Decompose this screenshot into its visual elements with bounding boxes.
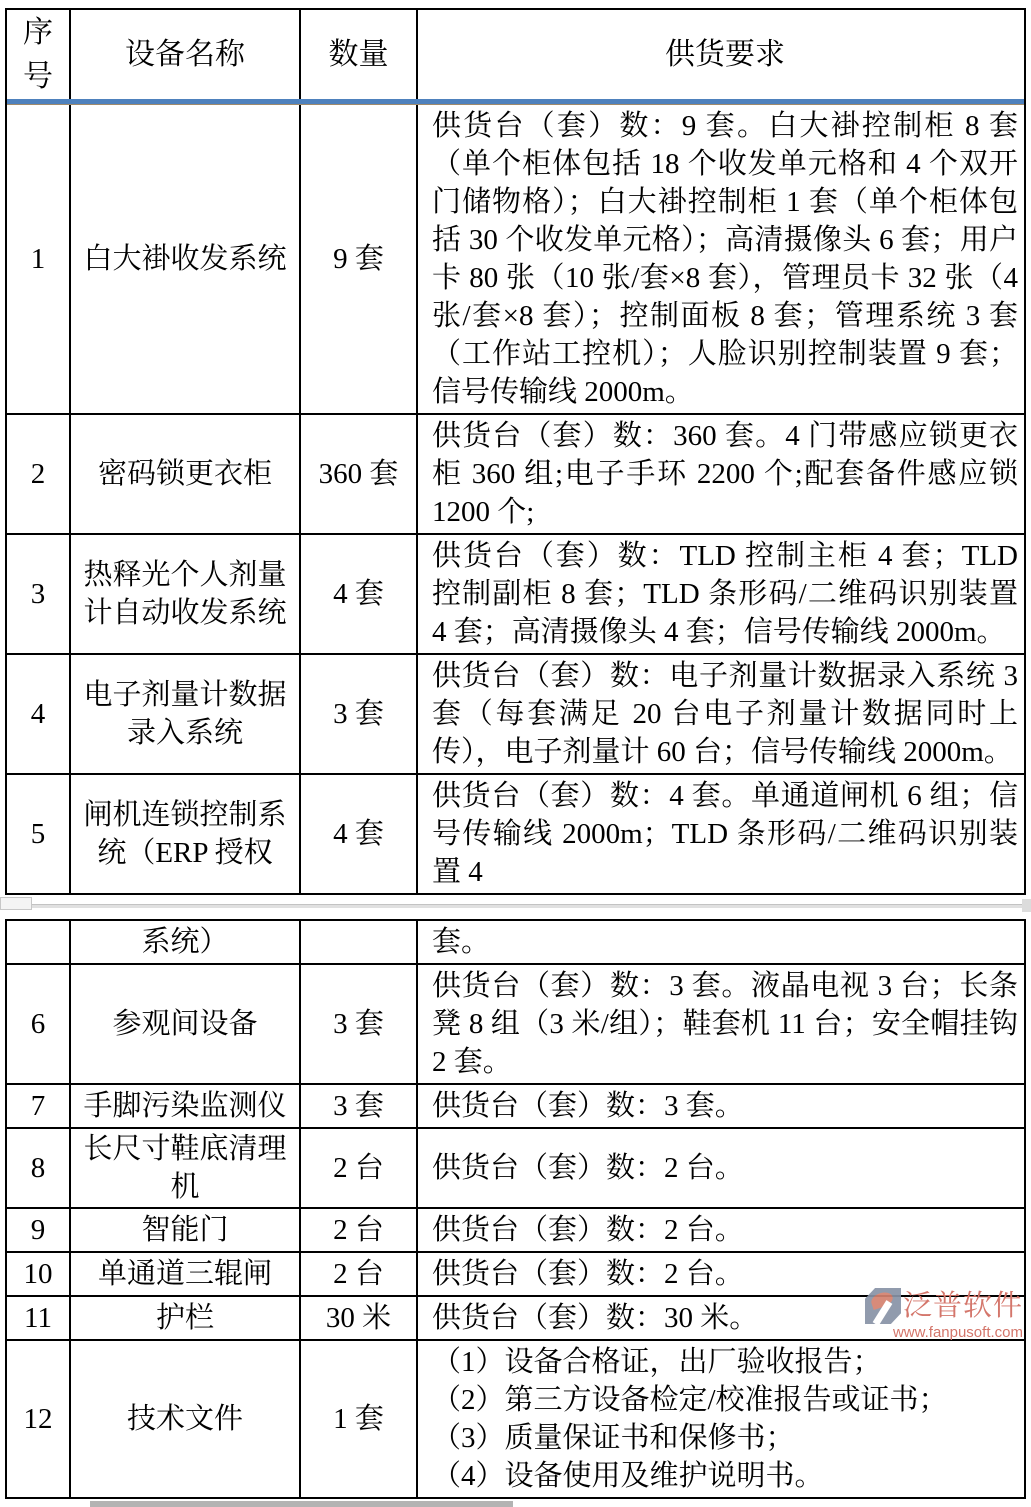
supply-requirement-text: 供货台（套）数：9 套。白大褂控制柜 8 套（单个柜体包括 18 个收发单元格和 4 个双开门储物格）；白大褂控制柜 1 套（单个柜体包括 30 个收发单元格）；高清摄像头 6 套；用户卡 80 张（10 张/套×8 套），管理员卡 32 张（4 张/套×8 套）；控制面板 8 套；管理系统 3 套（工作站工控机）；人脸识别控制装置 9 套；信号传输线 2000m。	[432, 110, 1018, 408]
table-row	[7, 1083, 1024, 1127]
table-row	[7, 653, 1024, 773]
page-break-gap	[0, 895, 1031, 919]
supply-requirement	[418, 775, 1024, 893]
quantity: 1 套	[301, 1341, 418, 1497]
page-margin-marker-left	[0, 897, 32, 910]
header-no	[7, 10, 71, 99]
table-row-continuation	[7, 921, 1024, 963]
row-number: 7	[7, 1085, 71, 1127]
table-row	[7, 1251, 1024, 1295]
table-row	[7, 1127, 1024, 1207]
row-number: 3	[7, 535, 71, 653]
row-number: 8	[7, 1129, 71, 1207]
watermark-brand: 泛普软件	[902, 1290, 1023, 1322]
equipment-name: 智能门	[71, 1209, 301, 1251]
quantity: 2 台	[301, 1129, 418, 1207]
supply-requirement-text: 供货台（套）数：TLD 控制主柜 4 套；TLD 控制副柜 8 套；TLD 条形码/二维码识别装置 4 套；高清摄像头 4 套；信号传输线 2000m。	[432, 540, 1018, 648]
requirement-line-1: （1）设备合格证，出厂验收报告；	[432, 1346, 882, 1378]
quantity: 9 套	[301, 105, 418, 413]
row-number: 9	[7, 1209, 71, 1251]
fanpu-logo-icon	[865, 1288, 901, 1324]
supply-requirement-text: 供货台（套）数：3 套。液晶电视 3 台；长条凳 8 组（3 米/组）；鞋套机 11 台；安全帽挂钩 2 套。	[432, 970, 1018, 1078]
supply-requirement	[418, 921, 1024, 963]
supply-requirement	[418, 1085, 1024, 1127]
supply-requirement-text: 供货台（套）数：2 台。	[432, 1214, 744, 1246]
table-header-row	[7, 10, 1024, 99]
quantity: 2 台	[301, 1253, 418, 1295]
quantity: 4 套	[301, 535, 418, 653]
supply-requirement-text: 供货台（套）数：360 套。4 门带感应锁更衣柜 360 组;电子手环 2200 个;配套备件感应锁 1200 个;	[432, 420, 1018, 528]
supply-requirement	[418, 105, 1024, 413]
table-row	[7, 963, 1024, 1083]
quantity: 2 台	[301, 1209, 418, 1251]
supply-requirement	[418, 1341, 1024, 1497]
row-number: 11	[7, 1297, 71, 1339]
equipment-name: 长尺寸鞋底清理机	[71, 1129, 301, 1207]
table-row	[7, 1339, 1024, 1497]
row-number: 2	[7, 415, 71, 533]
header-name: 设备名称	[71, 10, 301, 99]
equipment-name: 电子剂量计数据录入系统	[71, 655, 301, 773]
table-row	[7, 105, 1024, 413]
supply-requirement-text: 供货台（套）数：电子剂量计数据录入系统 3 套（每套满足 20 台电子剂量计数据同时上传），电子剂量计 60 台；信号传输线 2000m。	[432, 660, 1018, 768]
table-row	[7, 533, 1024, 653]
quantity: 3 套	[301, 965, 418, 1083]
supply-table-section-2	[5, 919, 1026, 1499]
header-no-label: 序号	[23, 16, 53, 93]
requirement-line-3: （3）质量保证书和保修书；	[432, 1422, 795, 1454]
equipment-name: 热释光个人剂量计自动收发系统	[71, 535, 301, 653]
page-edge-bar	[90, 1501, 513, 1507]
supply-requirement-text: 套。	[432, 926, 491, 958]
row-number	[7, 921, 71, 963]
row-number: 5	[7, 775, 71, 893]
quantity: 4 套	[301, 775, 418, 893]
equipment-name: 白大褂收发系统	[71, 105, 301, 413]
quantity: 30 米	[301, 1297, 418, 1339]
row-number: 4	[7, 655, 71, 773]
supply-requirement-text: 供货台（套）数：30 米。	[432, 1302, 759, 1334]
page-break-line	[0, 904, 1031, 908]
supply-requirement-text: 供货台（套）数：2 台。	[432, 1258, 744, 1290]
quantity: 3 套	[301, 1085, 418, 1127]
row-number: 12	[7, 1341, 71, 1497]
equipment-name: 密码锁更衣柜	[71, 415, 301, 533]
equipment-name: 技术文件	[71, 1341, 301, 1497]
header-req: 供货要求	[665, 37, 785, 71]
supply-table-section-1	[5, 8, 1026, 895]
header-qty: 数量	[301, 10, 418, 99]
supply-requirement-text: 供货台（套）数：2 台。	[432, 1152, 744, 1184]
row-number: 10	[7, 1253, 71, 1295]
quantity: 3 套	[301, 655, 418, 773]
table-row	[7, 773, 1024, 893]
equipment-name: 闸机连锁控制系统（ERP 授权	[71, 775, 301, 893]
equipment-name: 系统）	[71, 921, 301, 963]
requirement-line-2: （2）第三方设备检定/校准报告或证书；	[432, 1384, 948, 1416]
table-row	[7, 1207, 1024, 1251]
watermark-url: www.fanpusoft.com	[892, 1324, 1023, 1341]
watermark	[873, 1288, 1023, 1341]
quantity: 360 套	[301, 415, 418, 533]
supply-requirement-text: 供货台（套）数：3 套。	[432, 1090, 744, 1122]
supply-requirement-text: 供货台（套）数：4 套。单通道闸机 6 组；信号传输线 2000m；TLD 条形码/二维码识别装置 4	[432, 780, 1018, 888]
page-margin-marker-right	[1022, 899, 1031, 912]
supply-requirement	[418, 1209, 1024, 1251]
supply-requirement-list	[432, 1343, 1018, 1495]
requirement-line-4: （4）设备使用及维护说明书。	[432, 1460, 824, 1492]
supply-requirement	[418, 655, 1024, 773]
equipment-name: 手脚污染监测仪	[71, 1085, 301, 1127]
supply-requirement	[418, 415, 1024, 533]
quantity	[301, 921, 418, 963]
table-row	[7, 413, 1024, 533]
equipment-name: 单通道三辊闸	[71, 1253, 301, 1295]
supply-requirement	[418, 1129, 1024, 1207]
supply-requirement	[418, 965, 1024, 1083]
equipment-name: 参观间设备	[71, 965, 301, 1083]
row-number: 1	[7, 105, 71, 413]
equipment-name: 护栏	[71, 1297, 301, 1339]
row-number: 6	[7, 965, 71, 1083]
supply-requirement	[418, 535, 1024, 653]
